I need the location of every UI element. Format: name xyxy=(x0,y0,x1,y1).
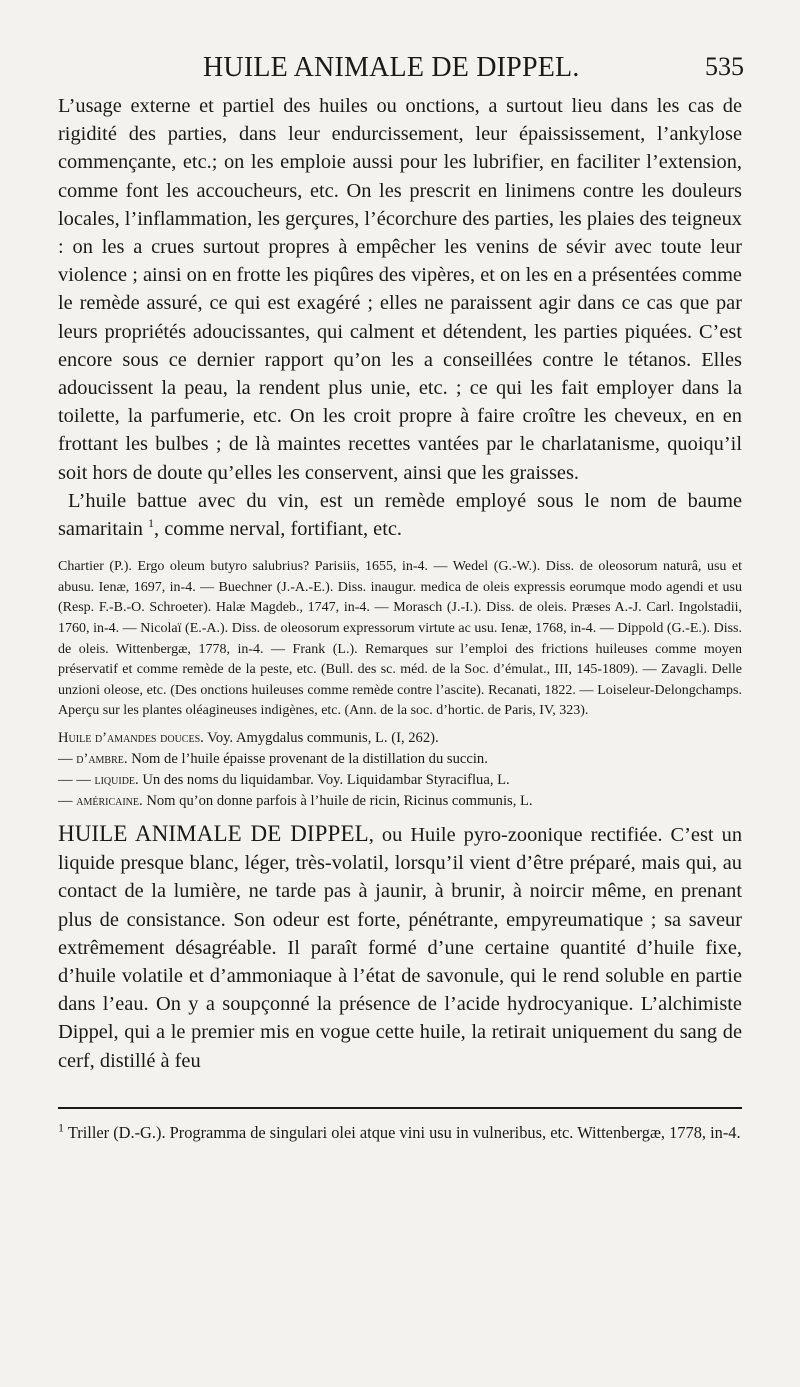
page-header xyxy=(58,52,742,92)
paragraph-external-use: L’usage externe et partiel des huiles ou onctions, a surtout lieu dans les cas de rigidité des parties, dans leur endurcissement, leur épaississement, l’ankylose commençante, etc.; on les emploie aussi pour les lubrifier, en faciliter l’extension, comme font les accoucheurs, etc. On les prescrit en linimens contre les douleurs locales, l’inflammation, les gerçures, l’écorchure des parties, les plaies des teigneux : on les a crues surtout propres à empêcher les venins de sévir avec toute leur violence ; ainsi on en frotte les piqûres des vipères, et on les en a présentées comme le remède assuré, ce qui est exagéré ; elles ne paraissent agir dans ce cas que par leurs propriétés adoucissantes, qui calment et détendent, les parties piquées. C’est encore sous ce dernier rapport qu’on les a conseillées contre le tétanos. Elles adoucissent la peau, la rendent plus unie, etc. ; ce qui les fait employer dans la toilette, la parfumerie, etc. On les croit propre à faire croître les cheveux, en en frottant les bulbes ; de là maintes recettes vantées par le charlatanisme, quoiqu’il soit hors de doute qu’elles les conservent, ainsi que les graisses. xyxy=(58,95,742,484)
cross-ref-text: . Voy. Amygdalus communis, L. (I, 262). xyxy=(200,730,439,746)
cross-ref-lead: — américaine xyxy=(58,793,140,809)
cross-ref-ambre xyxy=(58,749,742,770)
footnote-text: Triller (D.-G.). Programma de singulari olei atque vini usu in vulneribus, etc. Wittenbergæ, 1778, in-4. xyxy=(67,1122,741,1142)
paragraph-tail: , comme nerval, fortifiant, etc. xyxy=(154,518,403,541)
entry-text: , ou Huile pyro-zoonique rectifiée. C’est un liquide presque blanc, léger, très-volatil, lorsqu’il vient d’être préparé, mais qui, au contact de la lumière, ne tarde pas à jaunir, à brunir, à noircir même, en prenant plus de consistance. Son odeur est forte, pénétrante, empyreumatique ; sa saveur extrêmement désagréable. Il paraît formé d’une certaine quantité d’huile fixe, d’huile volatile et d’ammoniaque à l’état de savonule, qui le rend soluble en partie dans l’eau. On y a soupçonné la présence de l’acide hydrocyanique. L’alchimiste Dippel, qui a le premier mis en vogue cette huile, la retirait uniquement du sang de cerf, distillé à feu xyxy=(58,824,743,1072)
cross-ref-lead: Huile d’amandes douces xyxy=(58,730,201,746)
footnote xyxy=(58,1121,742,1144)
cross-ref-text: . Nom de l’huile épaisse provenant de la distillation du succin. xyxy=(123,751,488,767)
paragraph-text: L’huile battue avec du vin, est un remède employé sous le nom de baume samaritain xyxy=(58,489,742,541)
running-title: HUILE ANIMALE DE DIPPEL. xyxy=(203,52,580,83)
footnote-marker: 1 xyxy=(58,1120,64,1135)
footnote-ref[interactable]: 1 xyxy=(148,516,155,531)
cross-ref-text: . Un des noms du liquidambar. Voy. Liquidambar Styraciflua, L. xyxy=(135,772,510,788)
entry-huile-animale xyxy=(58,820,742,1075)
cross-references xyxy=(58,728,742,812)
cross-ref-lead: — — liquide xyxy=(58,772,136,788)
page-number: 535 xyxy=(705,52,744,81)
cross-ref-lead: — d’ambre xyxy=(58,751,124,767)
cross-ref-amandes xyxy=(58,728,742,749)
body-text xyxy=(58,92,742,543)
cross-ref-americaine xyxy=(58,791,742,812)
footnote-rule xyxy=(58,1107,742,1109)
entry-headword: HUILE ANIMALE DE DIPPEL xyxy=(58,821,369,846)
cross-ref-liquide xyxy=(58,770,742,791)
bibliography: Chartier (P.). Ergo oleum butyro salubrius? Parisiis, 1655, in-4. — Wedel (G.-W.). Diss. de oleosorum naturâ, usu et abusu. Ienæ, 1697, in-4. — Buechner (J.-A.-E.). Diss. inaugur. medica de oleis expressis eorumque modo agendi et usu (Resp. F.-B.-O. Schroeter). Halæ Magdeb., 1747, in-4. — Morasch (J.-I.). Diss. de oleis. Præses A.-J. Carl. Ingolstadii, 1760, in-4. — Nicolaï (E.-A.). Diss. de oleosorum expressorum virtute ac usu. Ienæ, 1768, in-4. — Dippold (G.-E.). Diss. de oleis. Wittenbergæ, 1778, in-4. — Frank (L.). Remarques sur l’emploi des frictions huileuses comme moyen préservatif et comme remède de la peste, etc. (Bull. des sc. méd. de la Soc. d’émulat., III, 145-1809). — Zavagli. Delle unzioni oleose, etc. (Des onctions huileuses comme remède contre l’ascite). Recanati, 1822. — Loiseleur-Delongchamps. Aperçu sur les plantes oléagineuses indigènes, etc. (Ann. de la soc. d’hortic. de Paris, IV, 323). xyxy=(58,559,742,719)
cross-ref-text: . Nom qu’on donne parfois à l’huile de ricin, Ricinus communis, L. xyxy=(139,793,533,809)
paragraph-baume-samaritain xyxy=(58,487,742,543)
